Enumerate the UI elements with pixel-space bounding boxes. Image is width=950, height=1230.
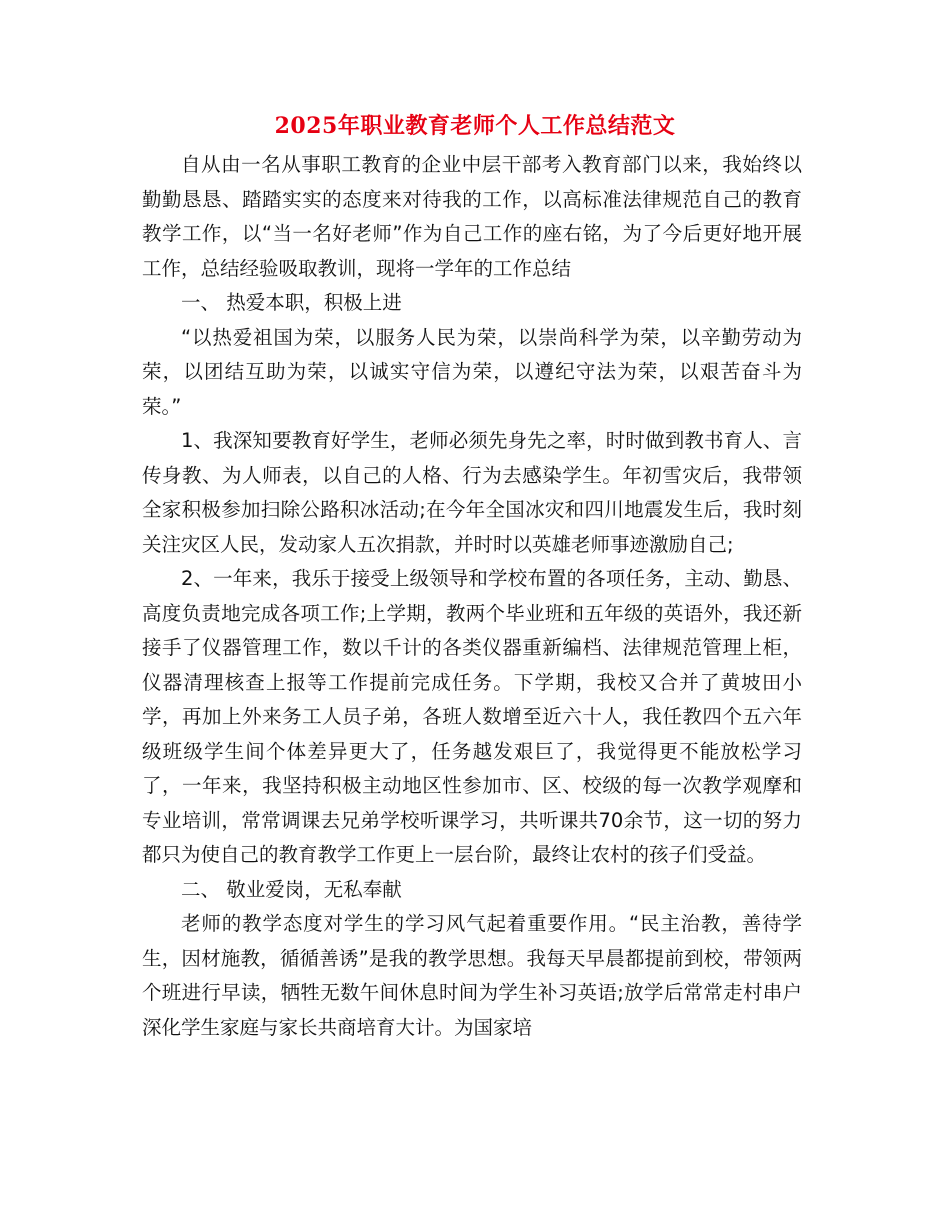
paragraph-item-1: 1、我深知要教育好学生，老师必须先身先之率，时时做到教书育人、言传身教、为人师表，以自己的人格、行为去感染学生。年初雪灾后，我带领全家积极参加扫除公路积冰活动;在今年全国冰灾和四川地震发生后，我时刻关注灾区人民，发动家人五次捐款，并时时以英雄老师事迹激励自己; (142, 429, 802, 556)
document-title: 2025年职业教育老师个人工作总结范文 (274, 113, 676, 139)
paragraph-teaching: 老师的教学态度对学生的学习风气起着重要作用。“民主治教，善待学生，因材施教，循循善诱”是我的教学思想。我每天早晨都提前到校，带领两个班进行早读，牺牲无数午间休息时间为学生补习英语;放学后常常走村串户深化学生家庭与家长共商培育大计。为国家培 (142, 912, 802, 1039)
section-heading-1: 一、 热爱本职，积极上进 (181, 291, 402, 314)
quote-paragraph: “以热爱祖国为荣，以服务人民为荣，以崇尚科学为荣，以辛勤劳动为荣，以团结互助为荣，以诚实守信为荣，以遵纪守法为荣，以艰苦奋斗为荣。” (142, 325, 802, 418)
section-heading-2: 二、 敬业爱岗，无私奉献 (181, 877, 402, 901)
intro-paragraph: 自从由一名从事职工教育的企业中层干部考入教育部门以来，我始终以勤勤恳恳、踏踏实实的态度来对待我的工作，以高标准法律规范自己的教育教学工作，以“当一名好老师”作为自己工作的座右铭，为了今后更好地开展工作，总结经验吸取教训，现将一学年的工作总结 (142, 153, 802, 280)
paragraph-item-2: 2、一年来，我乐于接受上级领导和学校布置的各项任务，主动、勤恳、高度负责地完成各项工作;上学期，教两个毕业班和五年级的英语外，我还新接手了仪器管理工作，数以千计的各类仪器重新编档、法律规范管理上柜，仪器清理核查上报等工作提前完成任务。下学期，我校又合并了黄坡田小学，再加上外来务工人员子弟，各班人数增至近六十人，我任教四个五六年级班级学生间个体差异更大了，任务越发艰巨了，我觉得更不能放松学习了，一年来，我坚持积极主动地区性参加市、区、校级的每一次教学观摩和专业培训，常常调课去兄弟学校听课学习，共听课共70余节，这一切的努力都只为使自己的教育教学工作更上一层台阶，最终让农村的孩子们受益。 (142, 567, 802, 866)
document-body (142, 148, 802, 1045)
